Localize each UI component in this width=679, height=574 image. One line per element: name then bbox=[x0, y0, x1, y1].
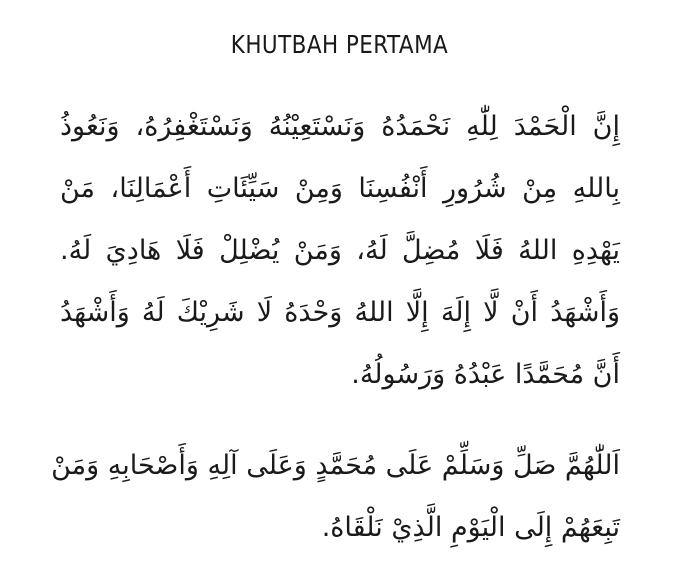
arabic-line: إِنَّ الْحَمْدَ لِلّٰهِ نَحْمَدُهُ وَنَسْتَعِيْنُهُ وَنَسْتَغْفِرُهُ، وَنَعُوذُ bbox=[60, 111, 620, 142]
arabic-line: أَنَّ مُحَمَّدًا عَبْدُهُ وَرَسُولُهُ. bbox=[351, 359, 620, 390]
arabic-line: بِاللهِ مِنْ شُرُورِ أَنْفُسِنَا وَمِنْ سَيِّئَاتِ أَعْمَالِنَا، مَنْ bbox=[60, 173, 620, 204]
arabic-line: يَهْدِهِ اللهُ فَلَا مُضِلَّ لَهُ، وَمَنْ يُضْلِلْ فَلَا هَادِيَ لَهُ. bbox=[60, 235, 620, 266]
arabic-line: اَللّٰهُمَّ صَلِّ وَسَلِّمْ عَلَى مُحَمَّدٍ وَعَلَى آلِهِ وَأَصْحَابِهِ وَمَنْ bbox=[51, 450, 620, 481]
arabic-line: وَأَشْهَدُ أَنْ لَّا إِلَهَ إِلَّا اللهُ وَحْدَهُ لَا شَرِيْكَ لَهُ وَأَشْهَدُ bbox=[60, 297, 620, 328]
arabic-paragraph-salawat bbox=[51, 435, 620, 559]
arabic-paragraph-opening bbox=[60, 96, 620, 406]
arabic-line: تَبِعَهُمْ إِلَى الْيَوْمِ الَّذِيْ نَلْقَاهُ. bbox=[321, 512, 620, 543]
page-title: KHUTBAH PERTAMA bbox=[230, 30, 449, 59]
